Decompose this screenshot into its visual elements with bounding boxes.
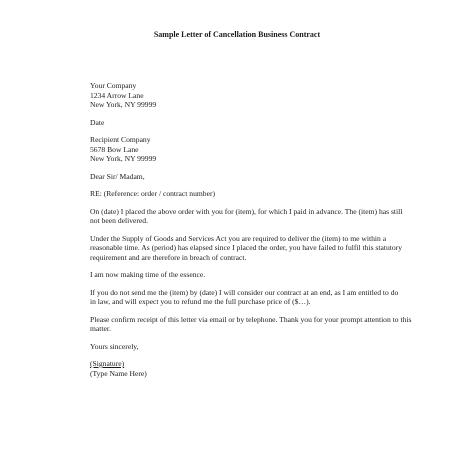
paragraph-line: Under the Supply of Goods and Services Act you are required to deliver the (item) to me within a <box>90 233 387 243</box>
closing: Yours sincerely, <box>90 341 139 351</box>
paragraph-statute <box>90 234 430 263</box>
recipient-address <box>90 135 430 164</box>
paragraph-deadline <box>90 288 430 307</box>
reference-line: RE: (Reference: order / contract number) <box>90 189 216 198</box>
paragraph-line: reasonable time. As (period) has elapsed since I placed the order, you have failed to fulfil this statutory <box>90 243 402 252</box>
typed-name: (Type Name Here) <box>90 368 147 378</box>
paragraph-line: requirement and are therefore in breach of contract. <box>90 252 247 262</box>
paragraph-delivery <box>90 207 430 226</box>
recipient-city: New York, NY 99999 <box>90 154 157 163</box>
letter-title: Sample Letter of Cancellation Business Contract <box>153 30 321 39</box>
paragraph-essence <box>90 270 430 280</box>
recipient-name: Recipient Company <box>90 135 151 144</box>
letter-body <box>90 81 430 378</box>
salutation: Dear Sir/ Madam, <box>90 171 145 181</box>
signature-line: (Signature) <box>90 359 125 368</box>
sender-name: Your Company <box>90 81 137 90</box>
recipient-street: 5678 Bow Lane <box>90 144 139 154</box>
paragraph-line: I am now making time of the essence. <box>90 270 206 279</box>
sender-street: 1234 Arrow Lane <box>90 90 144 100</box>
paragraph-line: On (date) I placed the above order with you for (item), for which I paid in advance. The (item) has still <box>90 206 403 216</box>
date-line: Date <box>90 117 105 127</box>
paragraph-confirm <box>90 315 430 334</box>
paragraph-line: in law, and will expect you to refund me the full purchase price of ($…). <box>90 297 311 306</box>
sender-city: New York, NY 99999 <box>90 100 157 109</box>
paragraph-line: matter. <box>90 324 111 333</box>
sender-address <box>90 81 430 110</box>
paragraph-line: If you do not send me the (item) by (date) I will consider our contract at an end, as I am entitled to do <box>90 287 399 297</box>
paragraph-line: not been delivered. <box>90 216 148 225</box>
paragraph-line: Please confirm receipt of this letter via email or by telephone. Thank you for your prompt attention to this <box>90 314 412 324</box>
